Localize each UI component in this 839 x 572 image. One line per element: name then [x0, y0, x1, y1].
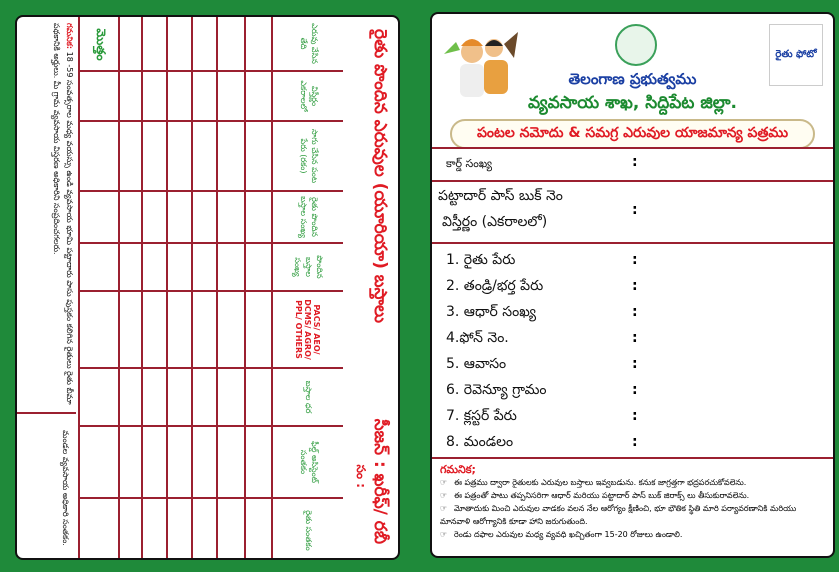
- passbook-row: [432, 180, 833, 242]
- colon: :: [632, 154, 638, 170]
- pointing-hand-icon: ☞: [440, 504, 448, 513]
- col-farmer-signature: రైతు సంతకం: [271, 499, 343, 560]
- register-title: రైతు పొందిన ఎరువుల (యూరియా) బస్తాలు: [370, 29, 390, 323]
- pointing-hand-icon: ☞: [440, 478, 448, 487]
- pointing-hand-icon: ☞: [440, 491, 448, 500]
- col-crop: సాగు చేసిన పంట పేరు (రకం): [271, 122, 343, 192]
- fertilizer-table: [78, 17, 343, 560]
- colon: :: [632, 356, 638, 372]
- col-fa-signature: ఫీల్డ్ అసిస్టెంట్ సంతకం: [271, 427, 343, 499]
- colon: :: [632, 278, 638, 294]
- table-row: [216, 17, 244, 560]
- colon: :: [632, 252, 638, 268]
- table-bottom-line: [78, 17, 80, 560]
- crop-registration-card-front: [430, 12, 835, 558]
- passbook-label: పట్టాదార్ పాస్ బుక్ నెం: [438, 188, 563, 204]
- col-price: బస్తాల ధర: [271, 369, 343, 427]
- department-title: వ్యవసాయ శాఖ, సిద్దిపేట జిల్లా.: [527, 93, 738, 113]
- note-item: [440, 502, 825, 528]
- table-row: [244, 17, 271, 560]
- field-aadhar: 3. ఆధార్ సంఖ్య: [446, 304, 537, 320]
- note-label: గమనిక:: [65, 23, 74, 50]
- field-cluster: 7. క్లస్టర్ పేరు: [446, 408, 517, 424]
- season-label: సీజన్ : ఖరీఫ్/ రబీ: [370, 418, 390, 544]
- fertilizer-register-back: [15, 15, 400, 560]
- farmer-photo-box: రైతు ఫోటో: [769, 24, 823, 86]
- note-text: రెండు దఫాల ఎరువుల మధ్య వ్యవధి ఖచ్చితంగా 15-20 రోజులు ఉండాలి.: [454, 530, 683, 539]
- field-mandal: 8. మండలం: [446, 434, 514, 450]
- field-father-name: 2. తండ్రి/భర్త పేరు: [446, 278, 544, 294]
- note-text: ఈ పత్రము ద్వారా రైతులకు ఎరువుల బస్తాలు ఇవ్వబడును. కనుక జాగ్రత్తగా భద్రపరచుకోవలెను.: [454, 478, 747, 487]
- notes-title: గమనిక;: [440, 463, 476, 476]
- note-text: 18 -59 సంవత్సరాల మధ్య వయస్సు ఉండి వ్యవసాయ భూమి పట్టాదారు పాసు పుస్తకం కలిగిన రైతులు రైతు బీమా పథకానికి అర్హులు. మీ గ్రామ వ్యవసాయ విస్తరణ అధికారిని సంప్రదించగలరు.: [52, 23, 74, 405]
- card-banner: పంటల నమోదు & సమగ్ర ఎరువుల యాజమాన్య పత్రము: [450, 119, 815, 149]
- card-number-label: కార్డ్ సంఖ్య: [446, 157, 493, 170]
- extent-label: విస్తీర్ణం (ఎకరాలలో): [442, 214, 548, 230]
- colon: :: [632, 304, 638, 320]
- field-farmer-name: 1. రైతు పేరు: [446, 252, 516, 268]
- note-text: మోతాదుకు మించి ఎరువుల వాడకం వలన నేల ఆరోగ్యం క్షీణించి, భూ భౌతిక స్థితి మారి పర్యావరణానికి మరియు మానవాళి ఆరోగ్యానికి కూడా హాని జరుగుతుంది.: [440, 504, 797, 526]
- back-note: [16, 23, 76, 408]
- colon: :: [632, 330, 638, 346]
- table-row: [166, 17, 191, 560]
- farmer-details: [432, 242, 833, 457]
- year-label: సం :: [354, 464, 368, 488]
- field-habitation: 5. ఆవాసం: [446, 356, 507, 372]
- card-number-row: [432, 147, 833, 180]
- pointing-hand-icon: ☞: [440, 530, 448, 539]
- col-date: ఎరువు వేసిన తేది: [271, 17, 343, 72]
- colon: :: [632, 434, 638, 450]
- colon: :: [632, 382, 638, 398]
- table-row: [118, 17, 141, 560]
- government-title: తెలంగాణ ప్రభుత్వము: [568, 70, 697, 88]
- front-notes: [432, 457, 833, 556]
- table-row: [141, 17, 166, 560]
- field-revenue-village: 6. రెవెన్యూ గ్రామం: [446, 382, 547, 398]
- note-item: [440, 528, 825, 541]
- field-phone: 4.ఫోన్ నెం.: [446, 330, 509, 346]
- note-text: ఈ పత్రంతో పాటు తప్పనిసరిగా ఆధార్ మరియు పట్టాదార్ పాస్ బుక్ జిరాక్స్ లు తీసుకురావలెను.: [454, 491, 750, 500]
- total-label: మొత్తం: [94, 28, 108, 61]
- note-item: [440, 489, 825, 502]
- colon: :: [632, 408, 638, 424]
- colon: :: [632, 202, 638, 218]
- col-source: PACS/ AEO/ DCMS/ AGRO/ PPL/ OTHERS: [271, 292, 343, 369]
- note-item: [440, 476, 825, 489]
- col-bags-received: రైతు పొందిన బస్తాల సంఖ్య: [271, 192, 343, 244]
- mandal-officer-signature: మండల వ్యవసాయ అధికారి సంతకం.: [15, 412, 76, 560]
- table-row: [191, 17, 216, 560]
- col-extent: విస్తీర్ణం ఎకరాలలో: [271, 72, 343, 122]
- col-bags-count: పొందిన బస్తాల సంఖ్య: [271, 244, 343, 292]
- telangana-emblem-icon: [615, 24, 657, 66]
